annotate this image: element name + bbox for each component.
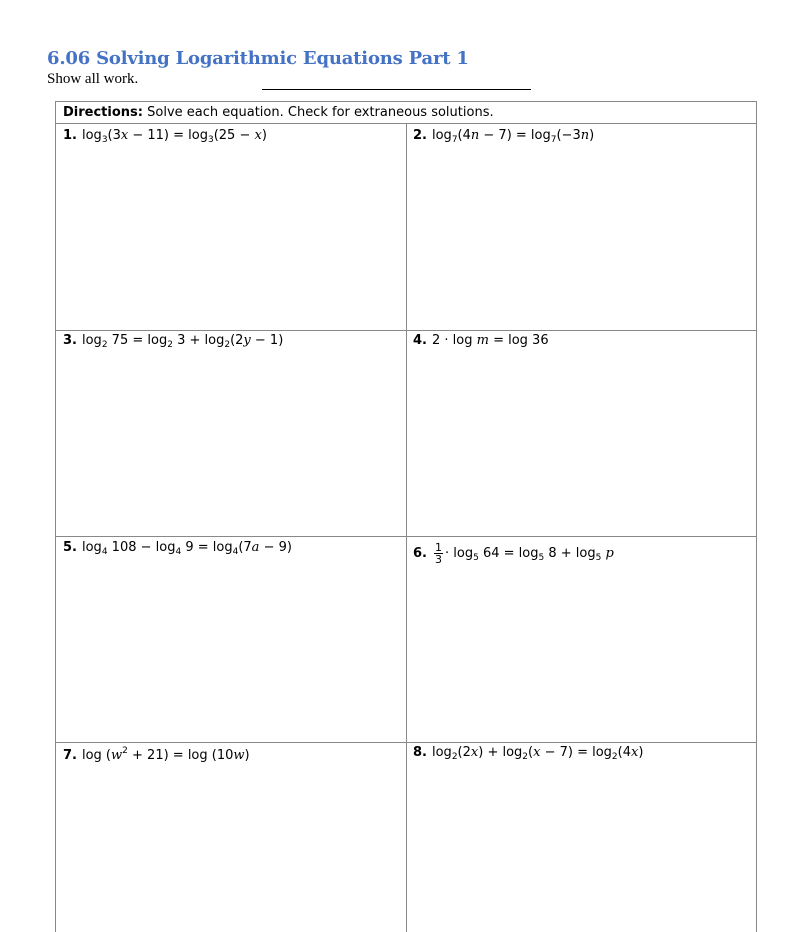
problem-4 (413, 333, 549, 349)
problem-equation: $\log_7(4n - 7) = \log_7(-3n)$ (431, 128, 595, 145)
problem-8 (413, 745, 643, 761)
page-subtitle: Show all work. (47, 71, 139, 87)
worksheet-table (55, 101, 757, 932)
directions-label: Directions: (63, 105, 143, 120)
directions-text: Solve each equation. Check for extraneous solutions. (147, 105, 494, 120)
problem-5 (63, 540, 292, 556)
row-divider (56, 330, 756, 331)
directions-row (56, 102, 756, 124)
problem-number: 1. (63, 128, 77, 143)
problem-number: 7. (63, 748, 77, 763)
problem-3 (63, 333, 283, 349)
problem-equation: $\log (w^2 + 21) = \log (10w)$ (81, 746, 250, 763)
problem-equation: $\frac{1}{3}$ · $\log_5 64 = \log_5 8 + \log_5 p$ (434, 541, 614, 566)
problem-equation: $\log_4 108 - \log_4 9 = \log_4(7a - 9)$ (81, 540, 292, 557)
problem-number: 4. (413, 333, 427, 348)
problem-equation: $\log_3(3x - 11) = \log_3(25 - x)$ (81, 128, 267, 145)
problem-6 (413, 542, 614, 565)
row-divider (56, 536, 756, 537)
problem-equation: $\log_2 75 = \log_2 3 + \log_2(2y - 1)$ (81, 333, 284, 350)
name-line (262, 89, 531, 90)
problem-1 (63, 128, 267, 144)
column-divider (406, 124, 407, 932)
problem-2 (413, 128, 594, 144)
problem-equation: 2 · log m = log 36 (431, 333, 549, 348)
problem-equation: $\log_2(2x) + \log_2(x - 7) = \log_2(4x)$ (431, 745, 644, 762)
fraction-one-third: $\frac{1}{3}$ (434, 541, 442, 566)
row-divider (56, 742, 756, 743)
problem-number: 6. (413, 546, 427, 561)
page-title: 6.06 Solving Logarithmic Equations Part 1 (47, 48, 469, 69)
problem-number: 5. (63, 540, 77, 555)
problem-number: 3. (63, 333, 77, 348)
problem-7 (63, 748, 250, 764)
problem-number: 2. (413, 128, 427, 143)
problem-number: 8. (413, 745, 427, 760)
